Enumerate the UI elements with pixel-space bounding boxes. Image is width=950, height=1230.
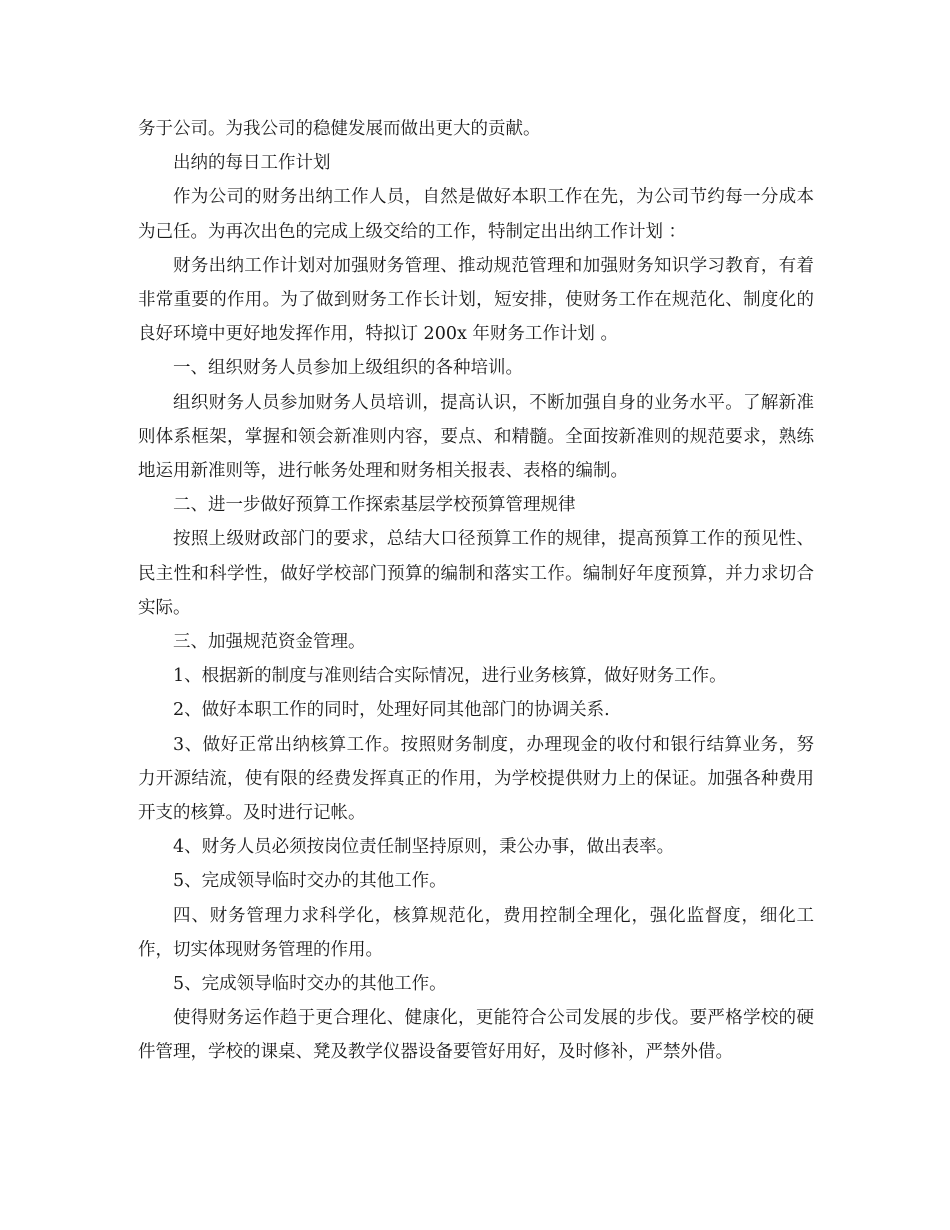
section-heading-1: 一、组织财务人员参加上级组织的各种培训。 [173,358,523,379]
list-item: 1、根据新的制度与准则结合实际情况，进行业务核算，做好财务工作。 [173,666,727,687]
section-heading-2: 二、进一步做好预算工作探索基层学校预算管理规律 [173,495,576,516]
list-item: 4、财务人员必须按岗位责任制坚持原则，秉公办事，做出表率。 [173,837,675,858]
list-item: 5、完成领导临时交办的其他工作。 [173,871,447,892]
list-item: 2、做好本职工作的同时，处理好同其他部门的协调关系. [173,700,610,721]
paragraph: 财务出纳工作计划对加强财务管理、推动规范管理和加强财务知识学习教育，有着非常重要的作用。为了做到财务工作长计划，短安排，使财务工作在规范化、制度化的良好环境中更好地发挥作用，特拟订 200x 年财务工作计划 。 [138,255,814,345]
section-heading-daily-plan: 出纳的每日工作计划 [173,153,331,174]
paragraph: 按照上级财政部门的要求，总结大口径预算工作的规律，提高预算工作的预见性、民主性和科学性，做好学校部门预算的编制和落实工作。编制好年度预算，并力求切合实际。 [138,529,814,618]
list-item: 5、完成领导临时交办的其他工作。 [173,974,447,995]
paragraph-continuation: 务于公司。为我公司的稳健发展而做出更大的贡献。 [138,119,541,139]
paragraph: 使得财务运作趋于更合理化、健康化，更能符合公司发展的步伐。要严格学校的硬件管理，学校的课桌、凳及教学仪器设备要管好用好，及时修补，严禁外借。 [138,1008,814,1063]
paragraph: 作为公司的财务出纳工作人员，自然是做好本职工作在先，为公司节约每一分成本为己任。为再次出色的完成上级交给的工作，特制定出出纳工作计划 ： [138,187,814,242]
section-heading-4: 四、财务管理力求科学化，核算规范化，费用控制全理化，强化监督度，细化工作，切实体现财务管理的作用。 [138,905,814,960]
section-heading-3: 三、加强规范资金管理。 [173,632,366,653]
paragraph: 组织财务人员参加财务人员培训，提高认识，不断加强自身的业务水平。了解新准则体系框架，掌握和领会新准则内容，要点、和精髓。全面按新准则的规范要求，熟练地运用新准则等，进行帐务处理和财务相关报表、表格的编制。 [138,392,814,482]
list-item: 3、做好正常出纳核算工作。按照财务制度，办理现金的收付和银行结算业务，努力开源结流，使有限的经费发挥真正的作用，为学校提供财力上的保证。加强各种费用开支的核算。及时进行记帐。 [138,734,814,824]
document-body [138,112,814,1070]
